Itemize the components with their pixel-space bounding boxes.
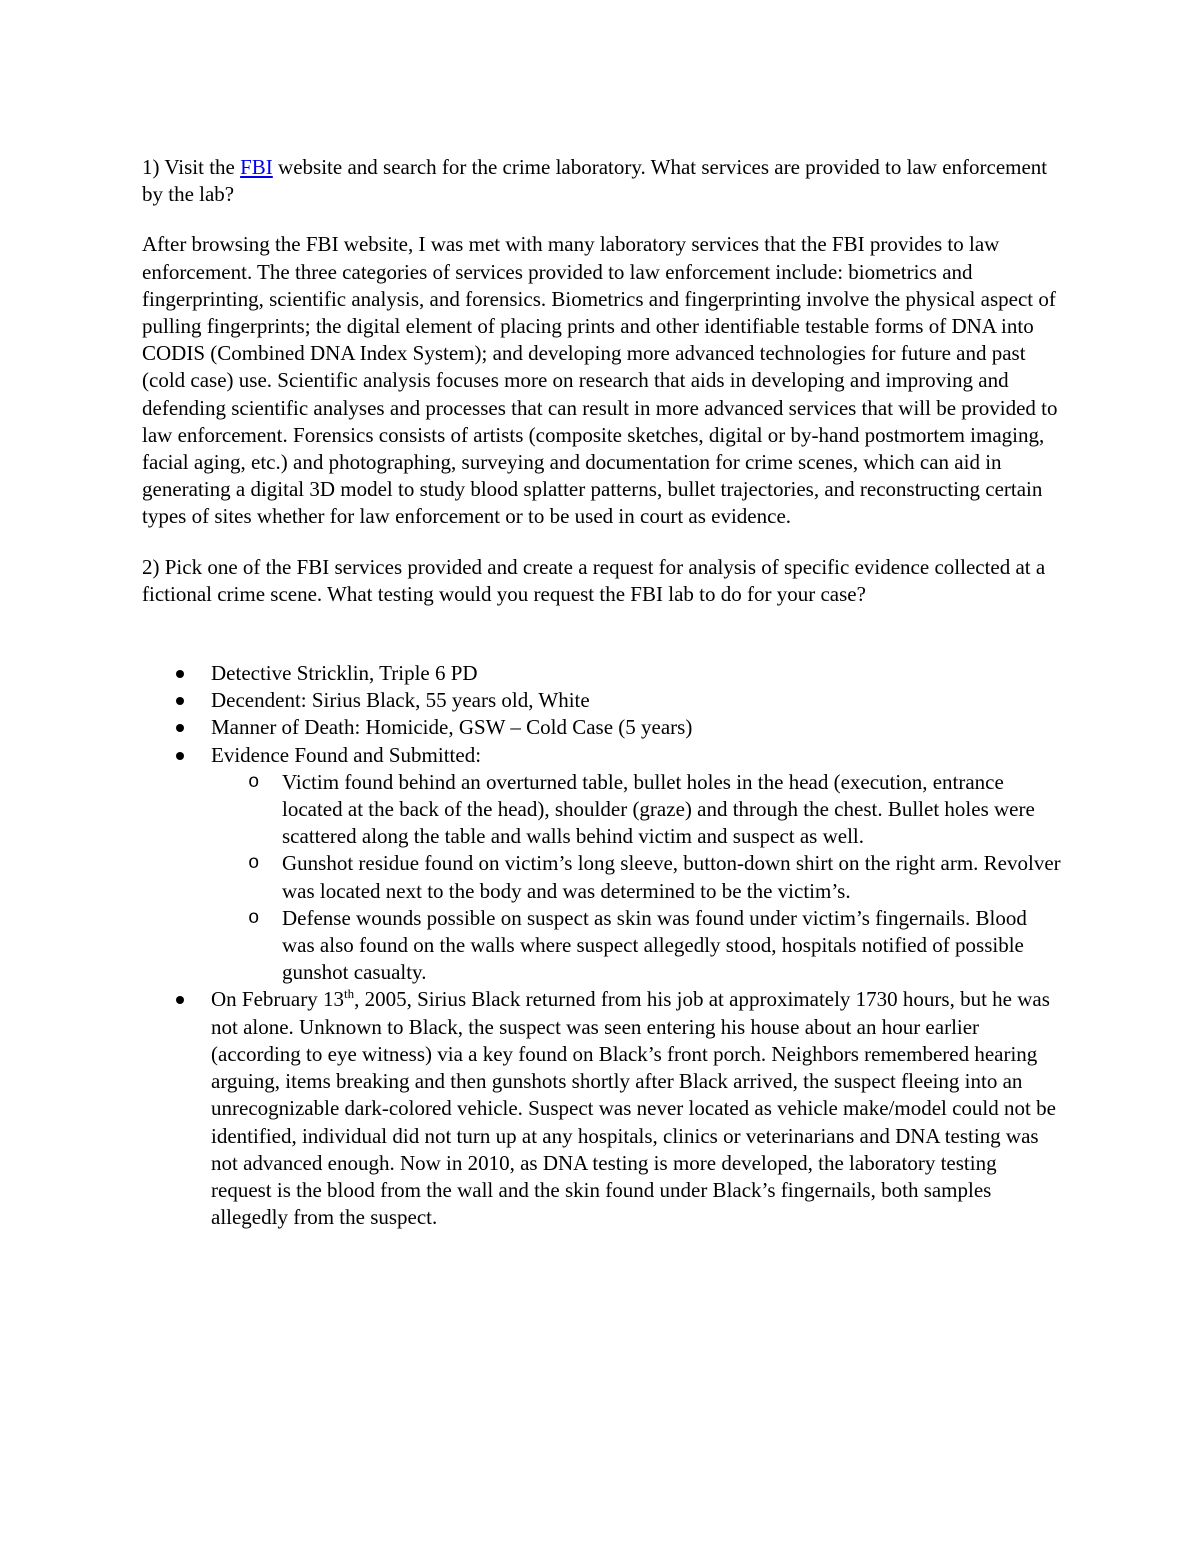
manner-of-death-item: Manner of Death: Homicide, GSW – Cold Case (5 years) bbox=[211, 715, 693, 740]
narrative-item bbox=[211, 987, 1056, 1229]
circle-bullet-icon: o bbox=[248, 770, 260, 793]
detective-item: Detective Stricklin, Triple 6 PD bbox=[211, 661, 478, 686]
list-item bbox=[142, 660, 1062, 687]
narrative-superscript: th bbox=[343, 986, 355, 1002]
blank-space bbox=[142, 608, 1062, 660]
evidence-item bbox=[142, 769, 1062, 851]
bullet-icon bbox=[176, 724, 184, 732]
circle-bullet-icon: o bbox=[248, 906, 260, 929]
question-1-suffix: website and search for the crime laboratory. What services are provided to law enforcement by the lab? bbox=[142, 155, 1048, 207]
evidence-text: Defense wounds possible on suspect as skin was found under victim’s fingernails. Blood was also found on the walls where suspect allegedly stood, hospitals notified of possible gunshot casualty. bbox=[282, 905, 1027, 985]
question-1 bbox=[142, 154, 1062, 208]
document-body bbox=[142, 154, 1062, 1231]
bullet-icon bbox=[176, 697, 184, 705]
list-item bbox=[142, 714, 1062, 741]
circle-bullet-icon: o bbox=[248, 852, 260, 875]
evidence-text: Gunshot residue found on victim’s long sleeve, button-down shirt on the right arm. Revolver was located next to the body and was determined to be the victim’s. bbox=[282, 851, 1061, 903]
case-details-list bbox=[142, 660, 1062, 1231]
bullet-icon bbox=[176, 752, 184, 760]
list-item bbox=[142, 986, 1062, 1231]
narrative-start: On February 13 bbox=[211, 987, 344, 1012]
evidence-list bbox=[211, 769, 1062, 987]
narrative-rest: , 2005, Sirius Black returned from his job at approximately 1730 hours, but he was not alone. Unknown to Black, the suspect was seen entering his house about an hour earlier (according to eye witness) via a key found on Black’s front porch. Neighbors remembered hearing arguing, items breaking and then gunshots shortly after Black arrived, the suspect fleeing into an unrecognizable dark-colored vehicle. Suspect was never located as vehicle make/model could not be identified, individual did not turn up at any hospitals, clinics or veterinarians and DNA testing was not advanced enough. Now in 2010, as DNA testing is more developed, the laboratory testing request is the blood from the wall and the skin found under Black’s fingernails, both samples allegedly from the suspect. bbox=[211, 987, 1056, 1230]
list-item bbox=[142, 742, 1062, 987]
evidence-item bbox=[142, 850, 1062, 904]
evidence-text: Victim found behind an overturned table, bullet holes in the head (execution, entrance located at the back of the head), shoulder (graze) and through the chest. Bullet holes were scattered along the table and walls behind victim and suspect as well. bbox=[282, 769, 1035, 849]
bullet-icon bbox=[176, 670, 184, 678]
answer-1: After browsing the FBI website, I was met with many laboratory services that the FBI provides to law enforcement. The three categories of services provided to law enforcement include: biometrics and fingerprinting, scientific analysis, and forensics. Biometrics and fingerprinting involve the physical aspect of pulling fingerprints; the digital element of placing prints and other identifiable testable forms of DNA into CODIS (Combined DNA Index System); and developing more advanced technologies for future and past (cold case) use. Scientific analysis focuses more on research that aids in developing and improving and defending scientific analyses and processes that can result in more advanced services that will be provided to law enforcement. Forensics consists of artists (composite sketches, digital or by-hand postmortem imaging, facial aging, etc.) and photographing, surveying and documentation for crime scenes, which can aid in generating a digital 3D model to study blood splatter patterns, bullet trajectories, and reconstructing certain types of sites whether for law enforcement or to be used in court as evidence. bbox=[142, 232, 1058, 529]
question-1-prefix: 1) Visit the bbox=[142, 155, 241, 179]
decedent-item: Decendent: Sirius Black, 55 years old, White bbox=[211, 688, 590, 713]
evidence-item bbox=[142, 905, 1062, 987]
evidence-heading: Evidence Found and Submitted: bbox=[211, 742, 482, 767]
list-item bbox=[142, 687, 1062, 714]
bullet-icon bbox=[176, 996, 184, 1004]
question-2: 2) Pick one of the FBI services provided and create a request for analysis of specific evidence collected at a fictional crime scene. What testing would you request the FBI lab to do for your case? bbox=[142, 554, 1046, 606]
fbi-link[interactable]: FBI bbox=[240, 155, 273, 179]
